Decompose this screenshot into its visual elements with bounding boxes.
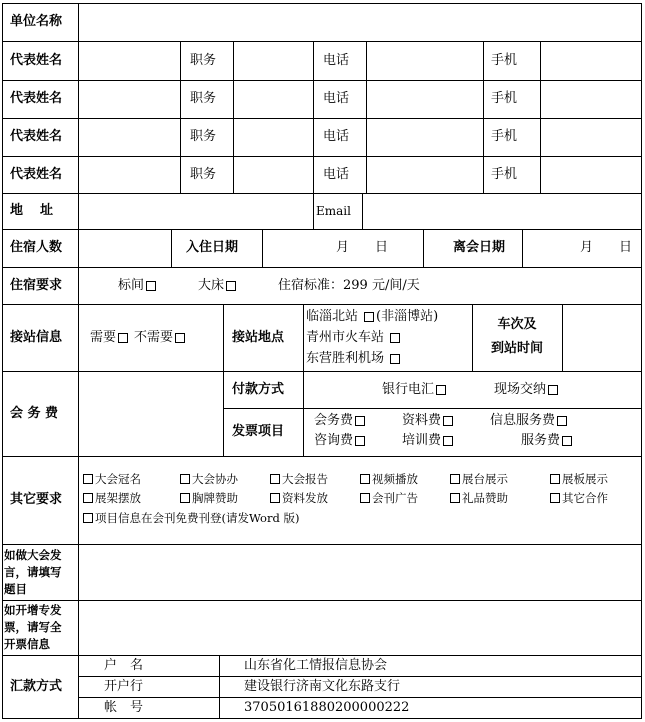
checkbox-icon[interactable]	[550, 493, 560, 503]
invoice-item-label: 会务费	[314, 413, 354, 428]
row-line	[2, 118, 642, 119]
checkbox-icon[interactable]	[443, 416, 453, 426]
pay-method-label: 付款方式	[232, 381, 285, 397]
speech-label-line: 如做大会发	[4, 547, 62, 562]
org-name-field[interactable]	[79, 4, 641, 41]
rep-name-label: 代表姓名	[10, 91, 63, 106]
checkin-label: 入住日期	[186, 240, 239, 255]
position-label: 职务	[190, 166, 217, 182]
mobile-label: 手机	[491, 129, 518, 144]
col-line	[362, 193, 363, 230]
need-label: 需要	[90, 329, 117, 345]
other-option[interactable]	[178, 491, 238, 505]
invoice-item-label: 培训费	[402, 433, 442, 448]
invoice-item-label: 咨询费	[314, 433, 354, 448]
invoice-item-label: 信息服务费	[490, 413, 556, 428]
checkbox-icon[interactable]	[180, 474, 190, 484]
col-line	[313, 41, 314, 230]
other-option[interactable]	[358, 491, 418, 505]
onsite-pay-option[interactable]	[494, 371, 594, 408]
bank-name: 建设银行济南文化东路支行	[244, 678, 401, 694]
other-option-label: 资料发放	[282, 491, 328, 505]
checkbox-icon[interactable]	[364, 312, 374, 322]
bank-label: 开户行	[104, 678, 144, 694]
rep-name-label: 代表姓名	[10, 52, 63, 68]
room-big-option[interactable]	[198, 267, 268, 304]
checkbox-icon[interactable]	[175, 333, 185, 343]
no-need-label: 不需要	[134, 329, 174, 345]
checkbox-icon[interactable]	[390, 354, 400, 364]
station2-option[interactable]	[306, 327, 472, 348]
invoice-option[interactable]	[402, 431, 482, 451]
other-option-label: 展台展示	[462, 472, 508, 486]
checkbox-icon[interactable]	[146, 281, 156, 291]
email-label: Email	[316, 204, 351, 218]
station3-label: 东营胜利机场	[306, 350, 385, 366]
other-option-label: 视频播放	[372, 472, 418, 486]
rep-name-label: 代表姓名	[10, 166, 63, 182]
account-name: 山东省化工情报信息协会	[244, 657, 388, 673]
mobile-label: 手机	[491, 91, 518, 106]
train-label-2: 到站时间	[490, 341, 543, 356]
phone-label: 电话	[323, 166, 350, 182]
other-req-label: 其它要求	[10, 492, 63, 507]
speech-label-line: 言，请填写	[4, 564, 62, 579]
invoice-info-field[interactable]	[79, 601, 641, 655]
invoice-info-label-line: 开票信息	[4, 636, 50, 651]
station1-option[interactable]	[306, 306, 472, 327]
row-line	[2, 80, 642, 81]
position-label: 职务	[190, 91, 217, 106]
checkbox-icon[interactable]	[360, 493, 370, 503]
other-option[interactable]	[178, 472, 238, 486]
invoice-info-label-line: 票，请写全	[4, 619, 62, 634]
other-option-label: 展架摆放	[95, 491, 141, 505]
checkbox-icon[interactable]	[436, 385, 446, 395]
other-option-label: 礼品赞助	[462, 491, 508, 505]
col-line	[540, 41, 541, 193]
lodging-count-label: 住宿人数	[10, 240, 63, 255]
room-standard-option[interactable]	[118, 267, 198, 304]
row-line	[2, 156, 642, 157]
phone-label: 电话	[323, 129, 350, 144]
leave-label: 离会日期	[453, 240, 506, 255]
other-option-label: 会刊广告	[372, 491, 418, 505]
pickup-place-label: 接站地点	[232, 329, 285, 345]
checkbox-icon[interactable]	[83, 474, 93, 484]
checkbox-icon[interactable]	[360, 474, 370, 484]
mobile-label: 手机	[491, 166, 518, 182]
position-label: 职务	[190, 52, 217, 68]
checkbox-icon[interactable]	[450, 493, 460, 503]
checkbox-icon[interactable]	[270, 493, 280, 503]
invoice-option[interactable]	[314, 431, 394, 451]
col-line	[219, 655, 220, 719]
org-name-label: 单位名称	[10, 14, 63, 29]
row-line	[2, 41, 642, 42]
checkbox-icon[interactable]	[548, 385, 558, 395]
col-line	[303, 304, 304, 456]
other-option[interactable]	[548, 472, 608, 486]
leave-date: 月 日	[580, 240, 633, 255]
checkin-date: 月 日	[336, 240, 389, 255]
other-option-label: 大会协办	[192, 472, 238, 486]
address-label: 地 址	[10, 203, 56, 218]
room-big-label: 大床	[198, 277, 225, 293]
col-line	[423, 229, 424, 267]
checkbox-icon[interactable]	[83, 493, 93, 503]
border-bottom	[2, 718, 642, 719]
invoice-option[interactable]	[521, 431, 601, 451]
rep-name-label: 代表姓名	[10, 129, 63, 144]
checkbox-icon[interactable]	[355, 416, 365, 426]
fee-label: 会 务 费	[10, 405, 59, 421]
account-no-label: 帐 号	[104, 699, 144, 715]
other-option-label: 其它合作	[562, 491, 608, 505]
checkbox-icon[interactable]	[390, 333, 400, 343]
other-option-label: 大会报告	[282, 472, 328, 486]
other-option[interactable]	[448, 491, 508, 505]
other-option[interactable]	[548, 491, 608, 505]
station2-label: 青州市火车站	[306, 329, 385, 345]
invoice-item-label: 服务费	[521, 433, 561, 448]
invoice-item-label: 资料费	[402, 413, 442, 428]
pickup-need-options	[90, 304, 223, 371]
checkbox-icon[interactable]	[180, 493, 190, 503]
bank-transfer-option[interactable]	[382, 371, 482, 408]
checkbox-icon[interactable]	[557, 416, 567, 426]
other-note-label: 项目信息在会刊免费刊登(请发Word 版)	[95, 511, 300, 525]
other-option[interactable]	[358, 472, 418, 486]
account-name-label: 户 名	[104, 657, 144, 673]
speech-label	[4, 546, 78, 598]
col-line	[483, 41, 484, 193]
invoice-option[interactable]	[402, 411, 482, 431]
invoice-label: 发票项目	[232, 424, 285, 439]
station1-label: 临淄北站	[306, 308, 359, 324]
pickup-label: 接站信息	[10, 329, 63, 345]
col-line	[233, 41, 234, 193]
speech-label-line: 题目	[4, 581, 27, 596]
station3-option[interactable]	[306, 348, 472, 369]
other-option[interactable]	[81, 472, 141, 486]
invoice-option[interactable]	[490, 411, 600, 431]
checkbox-icon[interactable]	[118, 333, 128, 343]
onsite-pay-label: 现场交纳	[494, 381, 547, 397]
remit-label: 汇款方式	[10, 678, 63, 694]
checkbox-icon[interactable]	[550, 474, 560, 484]
border-right	[641, 3, 642, 719]
row-line	[2, 229, 642, 230]
other-option-label: 大会冠名	[95, 472, 141, 486]
other-note-option[interactable]	[81, 511, 299, 525]
account-no: 37050161880200000222	[244, 699, 410, 715]
col-line	[223, 304, 224, 456]
other-option[interactable]	[268, 472, 328, 486]
checkbox-icon[interactable]	[270, 474, 280, 484]
checkbox-icon[interactable]	[226, 281, 236, 291]
other-option[interactable]	[448, 472, 508, 486]
lodging-rate: 住宿标准：299 元/间/天	[278, 277, 420, 293]
col-line	[366, 41, 367, 193]
checkbox-icon[interactable]	[443, 436, 453, 446]
border-left	[2, 3, 3, 719]
room-standard-label: 标间	[118, 277, 145, 293]
checkbox-icon[interactable]	[562, 436, 572, 446]
bank-transfer-label: 银行电汇	[382, 381, 435, 397]
other-option[interactable]	[81, 491, 141, 505]
checkbox-icon[interactable]	[355, 436, 365, 446]
col-line	[180, 41, 181, 193]
phone-label: 电话	[323, 91, 350, 106]
col-line	[262, 229, 263, 267]
train-label-1: 车次及	[497, 317, 537, 332]
invoice-option[interactable]	[314, 411, 394, 431]
col-line	[562, 304, 563, 371]
col-line	[171, 229, 172, 267]
invoice-info-label	[4, 601, 78, 653]
col-line	[522, 229, 523, 267]
position-label: 职务	[190, 129, 217, 144]
row-line	[2, 456, 642, 457]
speech-title-field[interactable]	[79, 545, 641, 600]
other-option-label: 展板展示	[562, 472, 608, 486]
other-option-label: 胸牌赞助	[192, 491, 238, 505]
checkbox-icon[interactable]	[450, 474, 460, 484]
lodging-req-label: 住宿要求	[10, 277, 63, 293]
phone-label: 电话	[323, 52, 350, 68]
mobile-label: 手机	[491, 52, 518, 68]
other-option[interactable]	[268, 491, 328, 505]
checkbox-icon[interactable]	[83, 513, 93, 523]
station1-note: (非淄博站)	[376, 308, 439, 324]
invoice-info-label-line: 如开增专发	[4, 602, 62, 617]
